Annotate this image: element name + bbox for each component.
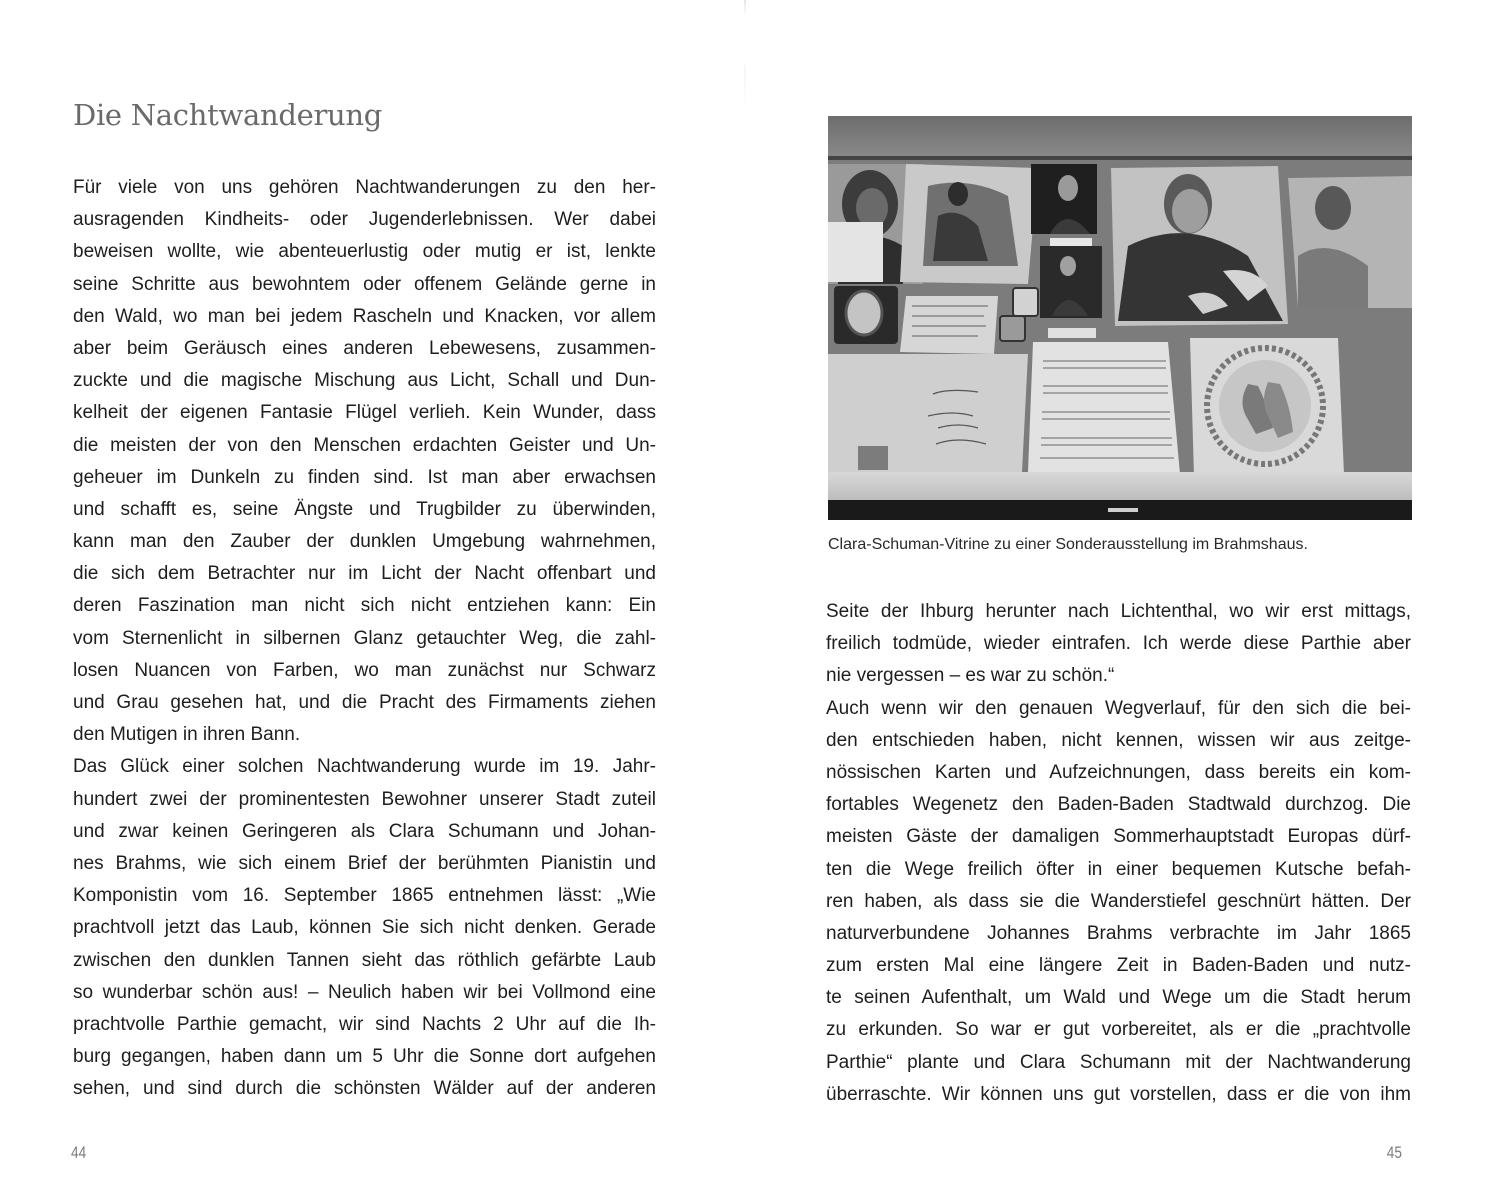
text-line: überraschte. Wir können uns gut vorstellen, dass er die von ihm [826,1083,1411,1105]
text-line: Seite der Ihburg herunter nach Lichtenthal, wo wir erst mittags, [826,601,1411,622]
right-page [746,0,1489,1203]
text-line: seine Schritte aus bewohntem oder offenem Gelände gerne in [73,273,656,295]
text-line: den entschieden haben, nicht kennen, wissen wir aus zeitge- [826,729,1411,751]
chapter-title: Die Nachtwanderung [73,98,383,132]
text-line: zu erkunden. So war er gut vorbereitet, als er die „prachtvolle [826,1019,1411,1041]
text-line: die meisten der von den Menschen erdachten Geister und Un- [73,434,656,456]
text-line: hundert zwei der prominentesten Bewohner unserer Stadt zuteil [73,788,656,810]
text-line: zum ersten Mal eine längere Zeit in Baden-Baden und nutz- [826,955,1411,977]
left-page-body [73,172,656,1105]
text-line: sehen, und sind durch die schönsten Wälder auf der anderen [73,1078,656,1100]
text-line: Für viele von uns gehören Nachtwanderungen zu den her- [73,177,656,198]
text-line: beweisen wollte, wie abenteuerlustig oder mutig er ist, lenkte [73,241,656,263]
text-line: zuckte und die magische Mischung aus Licht, Schall und Dun- [73,370,656,392]
text-line: kann man den Zauber der dunklen Umgebung wahrnehmen, [73,531,656,553]
text-line: ausragenden Kindheits- oder Jugenderlebnissen. Wer dabei [73,209,656,231]
right-page-body [826,596,1411,1111]
text-line: nie vergessen – es war zu schön.“ [826,665,1115,687]
text-line: aber beim Geräusch eines anderen Lebewesens, zusammen- [73,337,656,359]
music-manuscript [1028,342,1180,474]
display-case-photo-illustration [828,116,1412,520]
text-line: prachtvolle Parthie gemacht, wir sind Nachts 2 Uhr auf die Ih- [73,1013,656,1035]
text-line: und schafft es, seine Ängste und Trugbilder zu überwinden, [73,498,656,520]
left-page [0,0,744,1203]
text-line: und Grau gesehen hat, und die Pracht des Firmaments ziehen [73,692,656,713]
text-line: burg gegangen, haben dann um 5 Uhr die Sonne dort aufgehen [73,1046,656,1068]
photo-caption: Clara-Schuman-Vitrine zu einer Sonderausstellung im Brahmshaus. [828,536,1308,553]
text-line: prachtvoll jetzt das Laub, können Sie sich nicht denken. Gerade [73,917,656,939]
medallion-double-profile [1190,338,1344,476]
portrait-clara-schumann [1111,166,1288,326]
portrait-partial-right [1288,176,1412,308]
display-case-photo [828,116,1412,520]
text-line: geheuer im Dunkeln zu finden sind. Ist man aber erwachsen [73,466,656,488]
text-line: deren Faszination man nicht sich nicht entziehen kann: Ein [73,595,656,617]
text-line: naturverbundene Johannes Brahms verbrachte im Jahr 1865 [826,922,1411,944]
text-line: nössischen Karten und Aufzeichnungen, dass bereits ein kom- [826,761,1411,783]
page-number-right: 45 [1386,1143,1402,1162]
text-line: Komponistin vom 16. September 1865 entnehmen lässt: „Wie [73,885,656,907]
page-number-left: 44 [71,1143,87,1162]
text-line: den Mutigen in ihren Bann. [73,724,301,746]
text-line: te seinen Aufenthalt, um Wald und Wege um die Stadt herum [826,987,1411,1009]
text-line: freilich todmüde, wieder eintrafen. Ich werde diese Parthie aber [826,633,1411,655]
text-line: losen Nuancen von Farben, wo man zunächst nur Schwarz [73,659,656,681]
text-line: Das Glück einer solchen Nachtwanderung wurde im 19. Jahr- [73,756,656,778]
text-line: und zwar keinen Geringeren als Clara Schumann und Johan- [73,820,656,842]
handwritten-letter [900,296,998,354]
text-line: nes Brahms, wie sich einem Brief der berühmten Pianistin und [73,852,656,874]
text-line: meisten Gäste der damaligen Sommerhauptstadt Europas dürf- [826,826,1411,848]
text-line: vom Sternenlicht in silbernen Glanz getauchter Weg, die zahl- [73,627,656,649]
text-line: Parthie“ plante und Clara Schumann mit der Nachtwanderung [826,1051,1411,1073]
text-line: ten die Wege freilich öfter in einer bequemen Kutsche befah- [826,858,1411,880]
text-line: ren haben, als dass sie die Wanderstiefel geschnürt hätten. Der [826,890,1411,912]
text-line: fortables Wegenetz den Baden-Baden Stadtwald durchzog. Die [826,794,1411,816]
autograph-album [828,354,1028,472]
text-line: Auch wenn wir den genauen Wegverlauf, für den sich die bei- [826,697,1411,719]
text-line: zwischen den dunklen Tannen sieht das röthlich gefärbte Laub [73,949,656,971]
text-line: die sich dem Betrachter nur im Licht der Nacht offenbart und [73,563,656,585]
text-line: den Wald, wo man bei jedem Rascheln und Knacken, vor allem [73,305,656,327]
text-line: so wunderbar schön aus! – Neulich haben wir bei Vollmond eine [73,981,656,1003]
engraving-pianist [900,164,1038,284]
text-line: kelheit der eigenen Fantasie Flügel verlieh. Kein Wunder, dass [73,402,656,424]
